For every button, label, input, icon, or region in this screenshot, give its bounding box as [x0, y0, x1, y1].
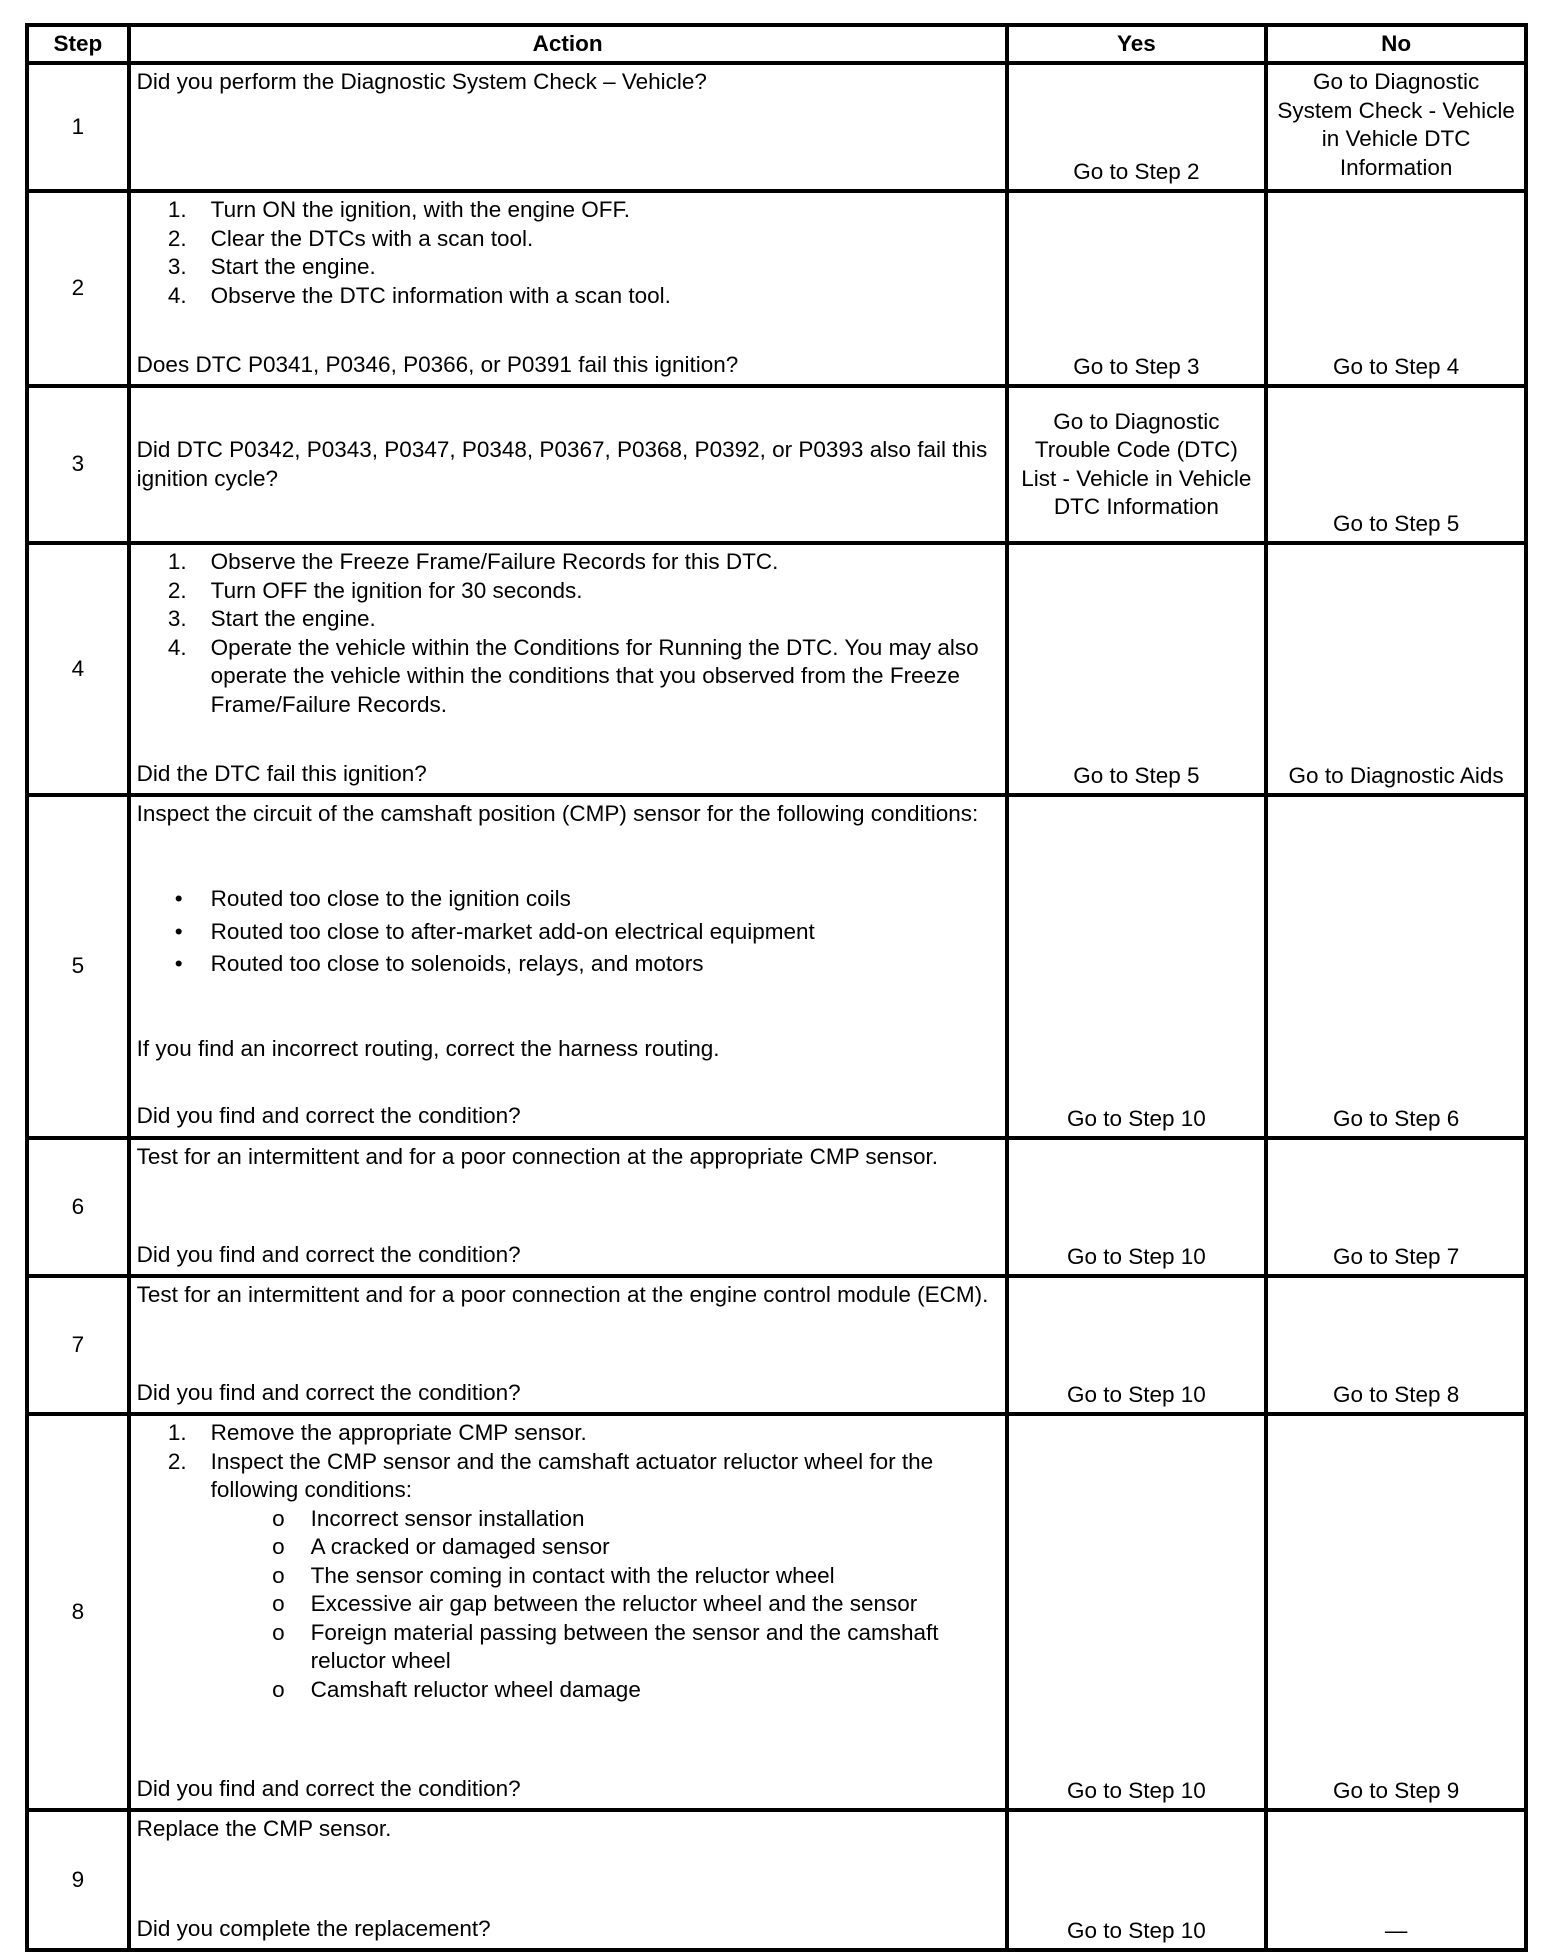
no-result: Go to Diagnostic System Check - Vehicle in Vehicle DTC Information [1266, 63, 1526, 191]
list-item [137, 225, 999, 254]
question-text: Does DTC P0341, P0346, P0366, or P0391 fail this ignition? [136, 351, 739, 377]
yes-result: Go to Step 10 [1007, 1810, 1267, 1950]
list-number: 2. [167, 577, 187, 603]
question-text: Did you find and correct the condition? [136, 1241, 521, 1267]
note-text: If you find an incorrect routing, correct the harness routing. [136, 1036, 720, 1062]
diagnostic-table [25, 23, 1528, 1952]
circle-marker: o [272, 1676, 285, 1702]
no-result: Go to Step 7 [1266, 1138, 1526, 1276]
yes-result: Go to Diagnostic Trouble Code (DTC) List - Vehicle in Vehicle DTC Information [1007, 386, 1267, 543]
yes-result: Go to Step 10 [1007, 1138, 1267, 1276]
step-number: 8 [27, 1414, 129, 1810]
numbered-list [137, 1419, 999, 1505]
header-yes: Yes [1007, 25, 1267, 63]
step-number: 1 [27, 63, 129, 191]
bullet-list [137, 881, 999, 983]
step-number: 6 [27, 1138, 129, 1276]
no-result: Go to Diagnostic Aids [1266, 543, 1526, 795]
table-row [27, 191, 1526, 386]
list-text: Start the engine. [210, 606, 376, 631]
no-result: Go to Step 5 [1266, 386, 1526, 543]
list-text: Turn ON the ignition, with the engine OFF. [210, 197, 631, 222]
list-item [137, 1448, 999, 1505]
intro-text: Replace the CMP sensor. [136, 1816, 392, 1841]
list-text: Routed too close to the ignition coils [210, 886, 571, 912]
table-row [27, 543, 1526, 795]
intro-text: Test for an intermittent and for a poor connection at the engine control module (ECM). [136, 1282, 989, 1307]
header-row [27, 25, 1526, 63]
table-row [27, 63, 1526, 191]
circle-marker: o [272, 1505, 285, 1531]
circle-marker: o [272, 1619, 285, 1645]
list-item [137, 196, 999, 225]
list-text: Inspect the CMP sensor and the camshaft actuator reluctor wheel for the following conditions: [210, 1448, 934, 1502]
list-item [137, 1562, 999, 1591]
table-row [27, 1138, 1526, 1276]
question-text: Did the DTC fail this ignition? [136, 760, 427, 786]
table-row [27, 795, 1526, 1138]
circle-marker: o [272, 1591, 285, 1616]
header-no: No [1266, 25, 1526, 63]
list-number: 1. [167, 549, 187, 574]
table-row [27, 1414, 1526, 1810]
list-item [137, 1619, 999, 1676]
no-result: Go to Step 4 [1266, 191, 1526, 386]
list-text: Incorrect sensor installation [310, 1505, 585, 1531]
list-item [137, 918, 999, 947]
list-item [137, 1419, 999, 1448]
list-item [137, 1590, 999, 1619]
yes-result: Go to Step 10 [1007, 1414, 1267, 1810]
table-row [27, 1276, 1526, 1414]
list-text: Observe the DTC information with a scan tool. [210, 282, 671, 308]
numbered-list [137, 548, 999, 719]
action-cell [129, 543, 1007, 795]
intro-text: Inspect the circuit of the camshaft position (CMP) sensor for the following conditions: [136, 801, 979, 826]
intro-text: Test for an intermittent and for a poor connection at the appropriate CMP sensor. [136, 1144, 938, 1169]
list-number: 3. [167, 254, 187, 279]
question-text: Did you find and correct the condition? [136, 1103, 521, 1129]
list-item [137, 577, 999, 606]
yes-result: Go to Step 3 [1007, 191, 1267, 386]
no-result: Go to Step 6 [1266, 795, 1526, 1138]
list-number: 1. [167, 197, 187, 222]
action-cell [129, 1276, 1007, 1414]
list-text: A cracked or damaged sensor [310, 1534, 610, 1559]
circle-marker: o [272, 1534, 285, 1559]
list-text: Excessive air gap between the reluctor wheel and the sensor [310, 1591, 918, 1616]
bullet-marker: • [174, 918, 183, 944]
list-number: 3. [167, 606, 187, 631]
no-result: — [1266, 1810, 1526, 1950]
yes-result: Go to Step 10 [1007, 1276, 1267, 1414]
step-number: 2 [27, 191, 129, 386]
bullet-marker: • [174, 951, 183, 977]
step-number: 4 [27, 543, 129, 795]
list-number: 1. [167, 1420, 187, 1445]
list-item [137, 885, 999, 914]
list-text: Camshaft reluctor wheel damage [310, 1676, 641, 1702]
list-text: Observe the Freeze Frame/Failure Records for this DTC. [210, 549, 779, 574]
yes-result: Go to Step 10 [1007, 795, 1267, 1138]
list-text: Routed too close to solenoids, relays, and motors [210, 951, 704, 977]
question-text: Did you find and correct the condition? [136, 1775, 521, 1801]
list-item [137, 548, 999, 577]
list-item [137, 1505, 999, 1534]
list-number: 2. [167, 225, 187, 251]
question-text: Did you complete the replacement? [136, 1915, 491, 1941]
numbered-list [137, 196, 999, 310]
list-item [137, 605, 999, 634]
no-result: Go to Step 9 [1266, 1414, 1526, 1810]
list-text: Clear the DTCs with a scan tool. [210, 225, 534, 251]
list-text: Start the engine. [210, 254, 376, 279]
table-row [27, 1810, 1526, 1950]
list-text: Foreign material passing between the sensor and the camshaft reluctor wheel [310, 1619, 939, 1673]
list-item [137, 1676, 999, 1705]
action-cell [129, 1414, 1007, 1810]
step-number: 3 [27, 386, 129, 543]
list-text: Routed too close to after-market add-on electrical equipment [210, 918, 815, 944]
list-item [137, 950, 999, 979]
list-number: 4. [167, 282, 187, 308]
list-text: Turn OFF the ignition for 30 seconds. [210, 577, 583, 603]
header-action: Action [129, 25, 1007, 63]
list-item [137, 1533, 999, 1562]
question-text: Did you find and correct the condition? [136, 1379, 521, 1405]
sub-list [137, 1505, 999, 1705]
action-text: Did DTC P0342, P0343, P0347, P0348, P0367, P0368, P0392, or P0393 also fail this ignition cycle? [129, 386, 1007, 543]
action-cell [129, 191, 1007, 386]
list-text: The sensor coming in contact with the reluctor wheel [310, 1562, 835, 1588]
no-result: Go to Step 8 [1266, 1276, 1526, 1414]
table-row [27, 386, 1526, 543]
list-text: Remove the appropriate CMP sensor. [210, 1420, 587, 1445]
step-number: 9 [27, 1810, 129, 1950]
action-text: Did you perform the Diagnostic System Check – Vehicle? [129, 63, 1007, 191]
circle-marker: o [272, 1562, 285, 1588]
yes-result: Go to Step 5 [1007, 543, 1267, 795]
list-item [137, 282, 999, 311]
step-number: 7 [27, 1276, 129, 1414]
list-item [137, 634, 999, 720]
bullet-marker: • [174, 886, 183, 912]
action-cell [129, 795, 1007, 1138]
action-cell [129, 1138, 1007, 1276]
header-step: Step [27, 25, 129, 63]
list-number: 4. [167, 634, 187, 660]
list-number: 2. [167, 1448, 187, 1474]
list-item [137, 253, 999, 282]
step-number: 5 [27, 795, 129, 1138]
action-cell [129, 1810, 1007, 1950]
list-text: Operate the vehicle within the Conditions for Running the DTC. You may also operate the vehicle within the conditions that you observed from the Freeze Frame/Failure Records. [210, 634, 979, 717]
yes-result: Go to Step 2 [1007, 63, 1267, 191]
